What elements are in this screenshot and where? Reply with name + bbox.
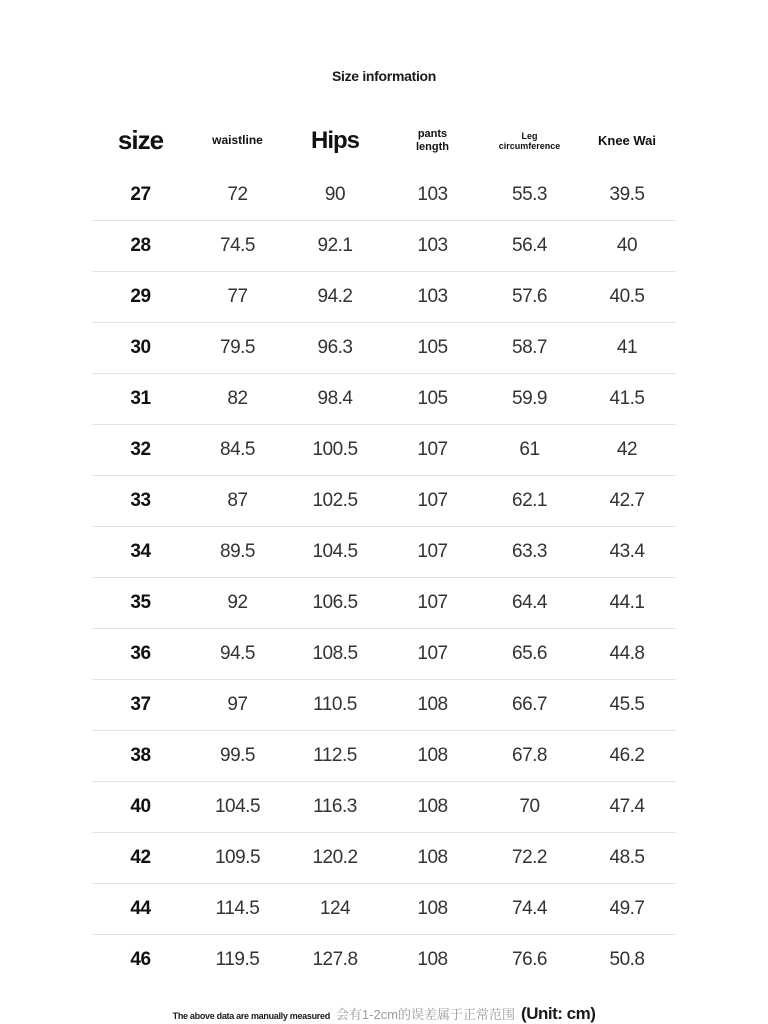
cell-size: 31 [130, 388, 151, 409]
cell-waistline: 94.5 [220, 643, 255, 664]
cell-knee: 41 [616, 337, 638, 358]
cell-pants-length: 103 [417, 286, 448, 307]
cell-leg-circumference: 62.1 [512, 490, 547, 511]
cell-knee: 43.4 [609, 541, 645, 562]
cell-leg-circumference: 66.7 [512, 694, 547, 715]
header-leg-line1: Leg [521, 130, 538, 141]
cell-waistline: 114.5 [215, 898, 260, 919]
cell-hips: 96.3 [317, 337, 353, 358]
table-row [92, 221, 676, 272]
cell-pants-length: 103 [417, 184, 448, 205]
cell-waistline: 87 [227, 490, 248, 511]
cell-pants-length: 108 [417, 796, 448, 817]
cell-knee: 40 [616, 235, 638, 256]
cell-waistline: 79.5 [220, 337, 255, 358]
header-waistline: waistline [212, 133, 263, 148]
cell-size: 33 [130, 490, 151, 511]
cell-leg-circumference: 55.3 [512, 184, 547, 205]
table-row [92, 731, 676, 782]
cell-hips: 90 [324, 184, 346, 205]
table-row [92, 527, 676, 578]
cell-pants-length: 108 [417, 694, 448, 715]
table-row [92, 323, 676, 374]
cell-knee: 42 [616, 439, 638, 460]
cell-pants-length: 107 [417, 643, 448, 664]
header-leg-line2: circumference [498, 141, 561, 151]
cell-leg-circumference: 65.6 [512, 643, 547, 664]
cell-size: 38 [130, 745, 151, 766]
table-body [92, 170, 676, 985]
cell-size: 29 [130, 286, 151, 307]
table-row [92, 170, 676, 221]
cell-pants-length: 105 [417, 337, 448, 358]
cell-leg-circumference: 74.4 [512, 898, 547, 919]
footer-note [0, 1004, 768, 1024]
cell-pants-length: 107 [417, 439, 448, 460]
cell-hips: 98.4 [317, 388, 353, 409]
cell-waistline: 92 [227, 592, 248, 613]
header-pants-length-line2: length [416, 141, 449, 153]
table-row [92, 884, 676, 935]
cell-knee: 41.5 [609, 388, 645, 409]
header-hips: Hips [310, 127, 359, 155]
cell-hips: 100.5 [312, 439, 358, 460]
cell-waistline: 99.5 [220, 745, 255, 766]
cell-hips: 108.5 [312, 643, 358, 664]
cell-hips: 116.3 [313, 796, 357, 817]
cell-size: 36 [130, 643, 151, 664]
cell-waistline: 77 [227, 286, 248, 307]
cell-size: 35 [130, 592, 151, 613]
footer-note-chinese: 会有1-2cm的误差属于正常范围 [335, 1007, 516, 1022]
header-leg-circumference [481, 131, 578, 152]
cell-hips: 124 [319, 898, 351, 919]
cell-knee: 47.4 [609, 796, 645, 817]
table-row [92, 782, 676, 833]
cell-pants-length: 108 [417, 847, 448, 868]
cell-leg-circumference: 70 [519, 796, 540, 817]
cell-waistline: 104.5 [214, 796, 261, 817]
cell-waistline: 84.5 [220, 439, 255, 460]
cell-knee: 42.7 [609, 490, 645, 511]
cell-size: 40 [130, 796, 151, 817]
cell-knee: 49.7 [609, 898, 645, 919]
cell-knee: 46.2 [609, 745, 645, 766]
table-row [92, 578, 676, 629]
header-pants-length-line1: pants [417, 128, 448, 141]
cell-waistline: 82 [227, 388, 248, 409]
cell-size: 37 [130, 694, 151, 715]
table-row [92, 374, 676, 425]
cell-pants-length: 103 [417, 235, 448, 256]
cell-size: 42 [130, 847, 151, 868]
cell-pants-length: 108 [417, 949, 448, 970]
cell-size: 46 [130, 949, 151, 970]
table-row [92, 425, 676, 476]
cell-leg-circumference: 64.4 [512, 592, 547, 613]
cell-waistline: 97 [227, 694, 248, 715]
table-row [92, 476, 676, 527]
table-row [92, 272, 676, 323]
cell-leg-circumference: 58.7 [512, 337, 547, 358]
cell-pants-length: 108 [417, 898, 448, 919]
cell-knee: 50.8 [609, 949, 645, 970]
cell-hips: 110.5 [313, 694, 357, 715]
cell-size: 28 [130, 235, 151, 256]
cell-leg-circumference: 63.3 [512, 541, 547, 562]
header-pants-length [384, 128, 481, 153]
footer-unit: (Unit: cm) [521, 1004, 596, 1023]
cell-knee: 44.1 [609, 592, 645, 613]
cell-leg-circumference: 67.8 [512, 745, 547, 766]
cell-knee: 40.5 [609, 286, 645, 307]
table-row [92, 629, 676, 680]
cell-pants-length: 107 [417, 592, 448, 613]
cell-knee: 45.5 [609, 694, 645, 715]
cell-size: 27 [130, 184, 151, 205]
cell-pants-length: 105 [417, 388, 448, 409]
cell-hips: 106.5 [312, 592, 358, 613]
page-title: Size information [331, 68, 437, 84]
table-row [92, 935, 676, 985]
cell-waistline: 119.5 [215, 949, 260, 970]
cell-size: 32 [130, 439, 151, 460]
cell-hips: 92.1 [317, 235, 353, 256]
cell-waistline: 109.5 [214, 847, 261, 868]
cell-pants-length: 107 [417, 490, 448, 511]
cell-leg-circumference: 59.9 [512, 388, 547, 409]
cell-hips: 102.5 [312, 490, 358, 511]
cell-leg-circumference: 61 [519, 439, 540, 460]
cell-pants-length: 108 [417, 745, 448, 766]
table-row [92, 680, 676, 731]
cell-hips: 104.5 [312, 541, 358, 562]
cell-size: 34 [130, 541, 151, 562]
cell-hips: 112.5 [313, 745, 357, 766]
cell-knee: 48.5 [609, 847, 645, 868]
cell-knee: 44.8 [609, 643, 645, 664]
cell-size: 44 [130, 898, 151, 919]
table-header [92, 112, 676, 170]
cell-leg-circumference: 57.6 [512, 286, 547, 307]
footer-note-english: The above data are manually measured [172, 1011, 330, 1021]
cell-size: 30 [130, 337, 151, 358]
cell-leg-circumference: 76.6 [512, 949, 547, 970]
cell-leg-circumference: 56.4 [512, 235, 547, 256]
size-table [92, 112, 676, 985]
header-size: size [117, 125, 164, 156]
table-row [92, 833, 676, 884]
cell-knee: 39.5 [609, 184, 645, 205]
header-knee: Knee Wai [597, 132, 657, 148]
cell-waistline: 74.5 [220, 235, 255, 256]
cell-hips: 120.2 [312, 847, 358, 868]
cell-waistline: 89.5 [220, 541, 255, 562]
cell-hips: 94.2 [317, 286, 353, 307]
cell-pants-length: 107 [417, 541, 448, 562]
cell-hips: 127.8 [312, 949, 358, 970]
cell-waistline: 72 [227, 184, 248, 205]
cell-leg-circumference: 72.2 [512, 847, 547, 868]
